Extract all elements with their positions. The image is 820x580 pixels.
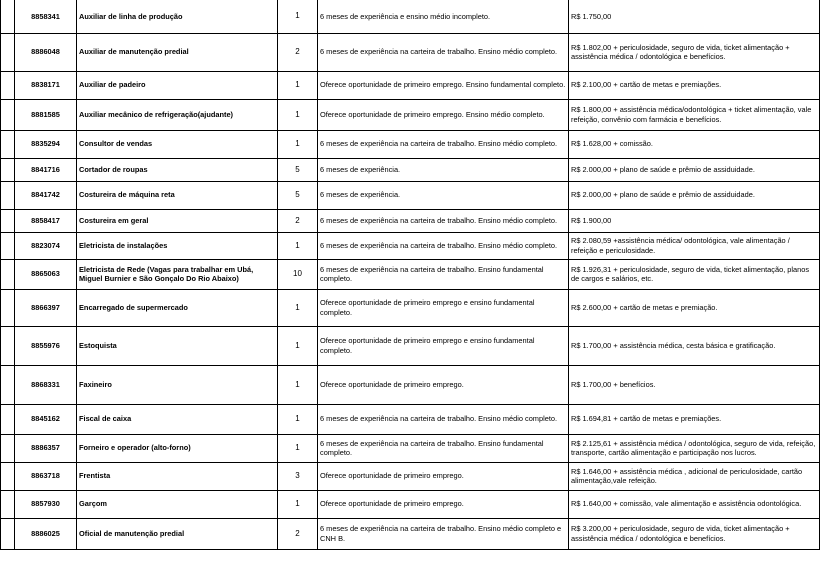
requirements-cell: 6 meses de experiência na carteira de trabalho. Ensino médio completo e CNH B. xyxy=(318,518,569,549)
job-title-cell: Costureira de máquina reta xyxy=(77,181,278,209)
row-marker-cell xyxy=(1,326,15,365)
table-row xyxy=(1,209,820,232)
vacancy-count-cell: 2 xyxy=(278,209,318,232)
job-title-cell: Forneiro e operador (alto-forno) xyxy=(77,434,278,462)
row-marker-cell xyxy=(1,33,15,71)
salary-cell: R$ 1.926,31 + periculosidade, seguro de vida, ticket alimentação, planos de cargos e salários, etc. xyxy=(569,259,820,289)
requirements-cell: 6 meses de experiência na carteira de trabalho. Ensino médio completo. xyxy=(318,404,569,434)
table-row xyxy=(1,130,820,158)
vacancy-count-cell: 1 xyxy=(278,289,318,326)
job-title-cell: Fiscal de caixa xyxy=(77,404,278,434)
vacancy-count-cell: 1 xyxy=(278,0,318,33)
requirements-cell: 6 meses de experiência na carteira de trabalho. Ensino médio completo. xyxy=(318,130,569,158)
job-title-cell: Eletricista de instalações xyxy=(77,232,278,259)
job-code-cell: 8858417 xyxy=(15,209,77,232)
row-marker-cell xyxy=(1,0,15,33)
job-code-cell: 8841716 xyxy=(15,158,77,181)
table-row xyxy=(1,232,820,259)
row-marker-cell xyxy=(1,232,15,259)
vacancy-count-cell: 1 xyxy=(278,232,318,259)
requirements-cell: 6 meses de experiência na carteira de trabalho. Ensino médio completo. xyxy=(318,209,569,232)
job-code-cell: 8845162 xyxy=(15,404,77,434)
row-marker-cell xyxy=(1,181,15,209)
salary-cell: R$ 3.200,00 + periculosidade, seguro de vida, ticket alimentação + assistência médica / odontológica e benefícios. xyxy=(569,518,820,549)
salary-cell: R$ 2.000,00 + plano de saúde e prêmio de assiduidade. xyxy=(569,158,820,181)
job-title-cell: Auxiliar mecânico de refrigeração(ajudante) xyxy=(77,99,278,130)
requirements-cell: Oferece oportunidade de primeiro emprego e ensino fundamental completo. xyxy=(318,326,569,365)
job-code-cell: 8858341 xyxy=(15,0,77,33)
row-marker-cell xyxy=(1,434,15,462)
row-marker-cell xyxy=(1,404,15,434)
salary-cell: R$ 1.900,00 xyxy=(569,209,820,232)
vacancy-count-cell: 1 xyxy=(278,99,318,130)
job-code-cell: 8857930 xyxy=(15,490,77,518)
vacancy-count-cell: 1 xyxy=(278,365,318,404)
row-marker-cell xyxy=(1,209,15,232)
table-row xyxy=(1,404,820,434)
job-code-cell: 8841742 xyxy=(15,181,77,209)
table-row xyxy=(1,181,820,209)
table-row xyxy=(1,518,820,549)
job-code-cell: 8838171 xyxy=(15,71,77,99)
requirements-cell: 6 meses de experiência. xyxy=(318,158,569,181)
salary-cell: R$ 1.700,00 + benefícios. xyxy=(569,365,820,404)
vacancy-count-cell: 5 xyxy=(278,181,318,209)
requirements-cell: 6 meses de experiência na carteira de trabalho. Ensino fundamental completo. xyxy=(318,259,569,289)
job-openings-body xyxy=(1,0,820,549)
job-title-cell: Faxineiro xyxy=(77,365,278,404)
salary-cell: R$ 1.750,00 xyxy=(569,0,820,33)
job-code-cell: 8886025 xyxy=(15,518,77,549)
job-title-cell: Estoquista xyxy=(77,326,278,365)
requirements-cell: Oferece oportunidade de primeiro emprego. Ensino fundamental completo. xyxy=(318,71,569,99)
vacancy-count-cell: 10 xyxy=(278,259,318,289)
row-marker-cell xyxy=(1,490,15,518)
salary-cell: R$ 1.694,81 + cartão de metas e premiações. xyxy=(569,404,820,434)
table-row xyxy=(1,0,820,33)
job-code-cell: 8823074 xyxy=(15,232,77,259)
requirements-cell: 6 meses de experiência na carteira de trabalho. Ensino fundamental completo. xyxy=(318,434,569,462)
table-row xyxy=(1,289,820,326)
table-row xyxy=(1,158,820,181)
row-marker-cell xyxy=(1,365,15,404)
vacancy-count-cell: 1 xyxy=(278,490,318,518)
job-code-cell: 8855976 xyxy=(15,326,77,365)
requirements-cell: Oferece oportunidade de primeiro emprego e ensino fundamental completo. xyxy=(318,289,569,326)
job-title-cell: Consultor de vendas xyxy=(77,130,278,158)
requirements-cell: 6 meses de experiência na carteira de trabalho. Ensino médio completo. xyxy=(318,232,569,259)
salary-cell: R$ 1.628,00 + comissão. xyxy=(569,130,820,158)
job-code-cell: 8881585 xyxy=(15,99,77,130)
vacancy-count-cell: 5 xyxy=(278,158,318,181)
table-row xyxy=(1,259,820,289)
salary-cell: R$ 2.100,00 + cartão de metas e premiações. xyxy=(569,71,820,99)
job-code-cell: 8863718 xyxy=(15,462,77,490)
row-marker-cell xyxy=(1,259,15,289)
row-marker-cell xyxy=(1,518,15,549)
row-marker-cell xyxy=(1,289,15,326)
salary-cell: R$ 2.125,61 + assistência médica / odontológica, seguro de vida, refeição, transporte, cartão alimentação e participação nos lucros. xyxy=(569,434,820,462)
salary-cell: R$ 2.000,00 + plano de saúde e prêmio de assiduidade. xyxy=(569,181,820,209)
job-code-cell: 8886048 xyxy=(15,33,77,71)
job-title-cell: Auxiliar de padeiro xyxy=(77,71,278,99)
table-row xyxy=(1,434,820,462)
salary-cell: R$ 1.802,00 + periculosidade, seguro de vida, ticket alimentação + assistência médica / odontológica e benefícios. xyxy=(569,33,820,71)
vacancy-count-cell: 1 xyxy=(278,404,318,434)
job-code-cell: 8866397 xyxy=(15,289,77,326)
job-code-cell: 8886357 xyxy=(15,434,77,462)
job-title-cell: Auxiliar de linha de produção xyxy=(77,0,278,33)
salary-cell: R$ 1.800,00 + assistência médica/odontológica + ticket alimentação, vale refeição, convênio com farmácia e benefícios. xyxy=(569,99,820,130)
vacancy-count-cell: 1 xyxy=(278,71,318,99)
job-title-cell: Eletricista de Rede (Vagas para trabalhar em Ubá, Miguel Burnier e São Gonçalo Do Rio Abaixo) xyxy=(77,259,278,289)
job-code-cell: 8865063 xyxy=(15,259,77,289)
vacancy-count-cell: 1 xyxy=(278,434,318,462)
requirements-cell: Oferece oportunidade de primeiro emprego. Ensino médio completo. xyxy=(318,99,569,130)
requirements-cell: 6 meses de experiência. xyxy=(318,181,569,209)
row-marker-cell xyxy=(1,130,15,158)
salary-cell: R$ 2.600,00 + cartão de metas e premiação. xyxy=(569,289,820,326)
requirements-cell: Oferece oportunidade de primeiro emprego. xyxy=(318,462,569,490)
table-row xyxy=(1,99,820,130)
job-title-cell: Garçom xyxy=(77,490,278,518)
salary-cell: R$ 2.080,59 +assistência médica/ odontológica, vale alimentação / refeição e periculosidade. xyxy=(569,232,820,259)
table-row xyxy=(1,462,820,490)
requirements-cell: 6 meses de experiência na carteira de trabalho. Ensino médio completo. xyxy=(318,33,569,71)
vacancy-count-cell: 1 xyxy=(278,326,318,365)
vacancy-count-cell: 2 xyxy=(278,518,318,549)
salary-cell: R$ 1.646,00 + assistência médica , adicional de periculosidade, cartão alimentação,vale refeição. xyxy=(569,462,820,490)
requirements-cell: Oferece oportunidade de primeiro emprego. xyxy=(318,490,569,518)
job-code-cell: 8835294 xyxy=(15,130,77,158)
vacancy-count-cell: 1 xyxy=(278,130,318,158)
table-row xyxy=(1,490,820,518)
job-code-cell: 8868331 xyxy=(15,365,77,404)
row-marker-cell xyxy=(1,71,15,99)
job-title-cell: Frentista xyxy=(77,462,278,490)
requirements-cell: 6 meses de experiência e ensino médio incompleto. xyxy=(318,0,569,33)
table-row xyxy=(1,71,820,99)
job-title-cell: Oficial de manutenção predial xyxy=(77,518,278,549)
job-title-cell: Auxiliar de manutenção predial xyxy=(77,33,278,71)
vacancy-count-cell: 3 xyxy=(278,462,318,490)
table-row xyxy=(1,326,820,365)
vacancy-count-cell: 2 xyxy=(278,33,318,71)
row-marker-cell xyxy=(1,158,15,181)
salary-cell: R$ 1.700,00 + assistência médica, cesta básica e gratificação. xyxy=(569,326,820,365)
row-marker-cell xyxy=(1,462,15,490)
job-title-cell: Costureira em geral xyxy=(77,209,278,232)
requirements-cell: Oferece oportunidade de primeiro emprego. xyxy=(318,365,569,404)
job-title-cell: Cortador de roupas xyxy=(77,158,278,181)
table-row xyxy=(1,365,820,404)
row-marker-cell xyxy=(1,99,15,130)
table-row xyxy=(1,33,820,71)
salary-cell: R$ 1.640,00 + comissão, vale alimentação e assistência odontológica. xyxy=(569,490,820,518)
job-title-cell: Encarregado de supermercado xyxy=(77,289,278,326)
